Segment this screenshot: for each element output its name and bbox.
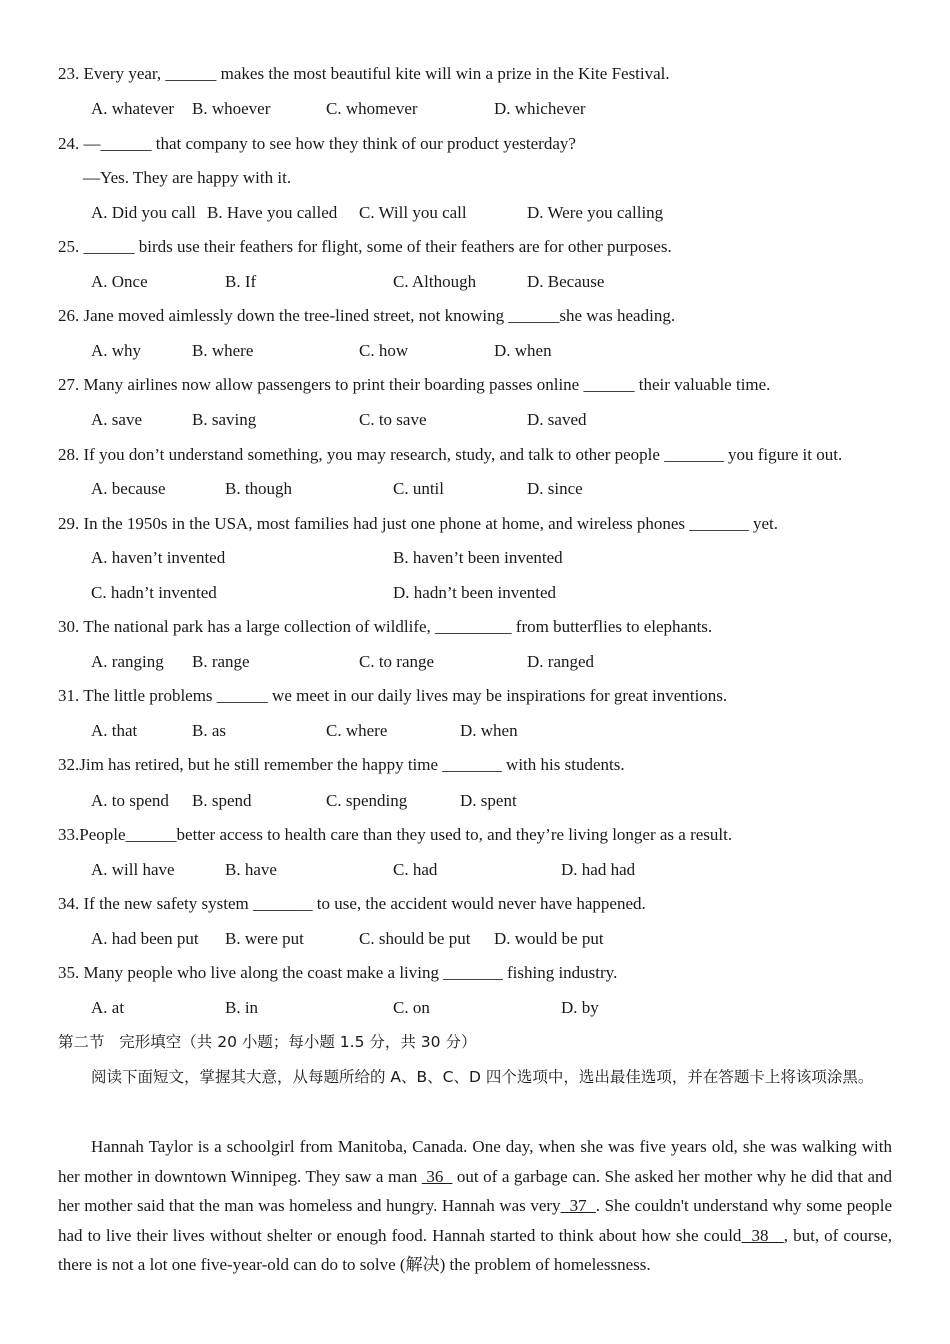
question-34-option-d: D. would be put xyxy=(494,929,604,948)
question-31-option-a: A. that xyxy=(91,721,138,740)
question-33-option-a: A. will have xyxy=(91,860,175,879)
question-23-stem: 23. Every year, ______ makes the most beautiful kite will win a prize in the Kite Festival. xyxy=(58,64,670,83)
question-28-option-c: C. until xyxy=(393,479,445,498)
question-31-option-b: B. as xyxy=(192,721,226,740)
passage-text-1: Hannah Taylor is a schoolgirl from Manitoba, Canada. One day, when she was five years old, she was walking with her mother in downtown Winnipeg. They saw a man xyxy=(58,1137,892,1186)
question-28-option-a: A. because xyxy=(91,479,166,498)
question-32-stem: 32.Jim has retired, but he still remember the happy time _______ with his students. xyxy=(58,755,625,774)
question-30-option-a: A. ranging xyxy=(91,652,164,671)
question-24-stem: 24. —______ that company to see how they think of our product yesterday? xyxy=(58,134,576,153)
question-29-option-a: A. haven’t invented xyxy=(91,548,226,567)
section-instruction: 阅读下面短文，掌握其大意，从每题所给的 A、B、C、D 四个选项中，选出最佳选项，并在答题卡上将该项涂黑。 xyxy=(91,1068,874,1086)
question-25-option-c: C. Although xyxy=(393,272,477,291)
question-34-option-a: A. had been put xyxy=(91,929,199,948)
blank-36: 36 xyxy=(421,1166,453,1186)
question-28-option-b: B. though xyxy=(225,479,293,498)
question-32-option-c: C. spending xyxy=(326,791,408,810)
question-25-option-b: B. If xyxy=(225,272,257,291)
question-23-option-d: D. whichever xyxy=(494,99,586,118)
question-26-option-d: D. when xyxy=(494,341,552,360)
question-33-option-b: B. have xyxy=(225,860,277,879)
question-35-option-a: A. at xyxy=(91,998,125,1017)
question-31-option-c: C. where xyxy=(326,721,388,740)
question-27-option-d: D. saved xyxy=(527,410,587,429)
question-25-stem: 25. ______ birds use their feathers for flight, some of their feathers are for other purposes. xyxy=(58,237,672,256)
question-24-reply: —Yes. They are happy with it. xyxy=(83,168,292,187)
blank-37: 37 xyxy=(560,1196,596,1215)
question-26-option-b: B. where xyxy=(192,341,254,360)
question-30-stem: 30. The national park has a large collection of wildlife, _________ from butterflies to elephants. xyxy=(58,617,713,636)
question-30-option-b: B. range xyxy=(192,652,250,671)
question-35-option-c: C. on xyxy=(393,998,430,1017)
cloze-passage xyxy=(58,1132,892,1280)
passage-text-2: out of a garbage can. She asked her mother why he did that and her mother said that the man was homeless and hungry. Hannah was very xyxy=(58,1166,893,1215)
question-32-option-b: B. spend xyxy=(192,791,252,810)
question-32-option-a: A. to spend xyxy=(91,791,169,810)
question-26-option-c: C. how xyxy=(359,341,409,360)
question-34-stem: 34. If the new safety system _______ to use, the accident would never have happened. xyxy=(58,894,646,913)
question-31-option-d: D. when xyxy=(460,721,518,740)
question-29-option-c: C. hadn’t invented xyxy=(91,583,217,602)
question-27-option-c: C. to save xyxy=(359,410,427,429)
question-35-option-b: B. in xyxy=(225,998,259,1017)
question-33-stem: 33.People______better access to health care than they used to, and they’re living longer as a result. xyxy=(58,825,733,844)
question-34-option-b: B. were put xyxy=(225,929,304,948)
question-23-option-b: B. whoever xyxy=(192,99,271,118)
question-34-option-c: C. should be put xyxy=(359,929,471,948)
question-29-option-d: D. hadn’t been invented xyxy=(393,583,557,602)
passage-text-3: . She couldn't understand why some people had to live their lives without shelter or enough food. Hannah started to think about how she could xyxy=(58,1196,893,1245)
question-35-stem: 35. Many people who live along the coast make a living _______ fishing industry. xyxy=(58,963,618,982)
question-26-option-a: A. why xyxy=(91,341,142,360)
question-25-option-a: A. Once xyxy=(91,272,148,291)
section-heading: 第二节 完形填空（共 20 小题；每小题 1.5 分，共 30 分） xyxy=(58,1033,477,1051)
question-24-option-c: C. Will you call xyxy=(359,203,467,222)
question-31-stem: 31. The little problems ______ we meet in our daily lives may be inspirations for great inventions. xyxy=(58,686,728,705)
question-23-option-c: C. whomever xyxy=(326,99,418,118)
question-24-option-a: A. Did you call xyxy=(91,203,196,222)
question-27-option-a: A. save xyxy=(91,410,142,429)
question-29-stem: 29. In the 1950s in the USA, most families had just one phone at home, and wireless phones _______ yet. xyxy=(58,514,779,533)
question-35-option-d: D. by xyxy=(561,998,599,1017)
question-26-stem: 26. Jane moved aimlessly down the tree-lined street, not knowing ______she was heading. xyxy=(58,306,676,325)
question-29-option-b: B. haven’t been invented xyxy=(393,548,563,567)
question-28-option-d: D. since xyxy=(527,479,583,498)
question-32-option-d: D. spent xyxy=(460,791,517,810)
question-33-option-d: D. had had xyxy=(561,860,636,879)
blank-38: 38 xyxy=(741,1225,784,1245)
question-23-option-a: A. whatever xyxy=(91,99,175,118)
question-30-option-c: C. to range xyxy=(359,652,435,671)
question-25-option-d: D. Because xyxy=(527,272,605,291)
question-24-option-b: B. Have you called xyxy=(207,203,338,222)
question-24-option-d: D. Were you calling xyxy=(527,203,664,222)
question-33-option-c: C. had xyxy=(393,860,438,879)
question-30-option-d: D. ranged xyxy=(527,652,595,671)
passage-text-4: , but, of course, there is not a lot one five-year-old can do to solve (解决) the problem of homelessness. xyxy=(58,1225,892,1274)
question-28-stem: 28. If you don’t understand something, you may research, study, and talk to other people _______ you figure it out. xyxy=(58,445,843,464)
question-27-option-b: B. saving xyxy=(192,410,257,429)
question-27-stem: 27. Many airlines now allow passengers to print their boarding passes online ______ their valuable time. xyxy=(58,375,771,394)
